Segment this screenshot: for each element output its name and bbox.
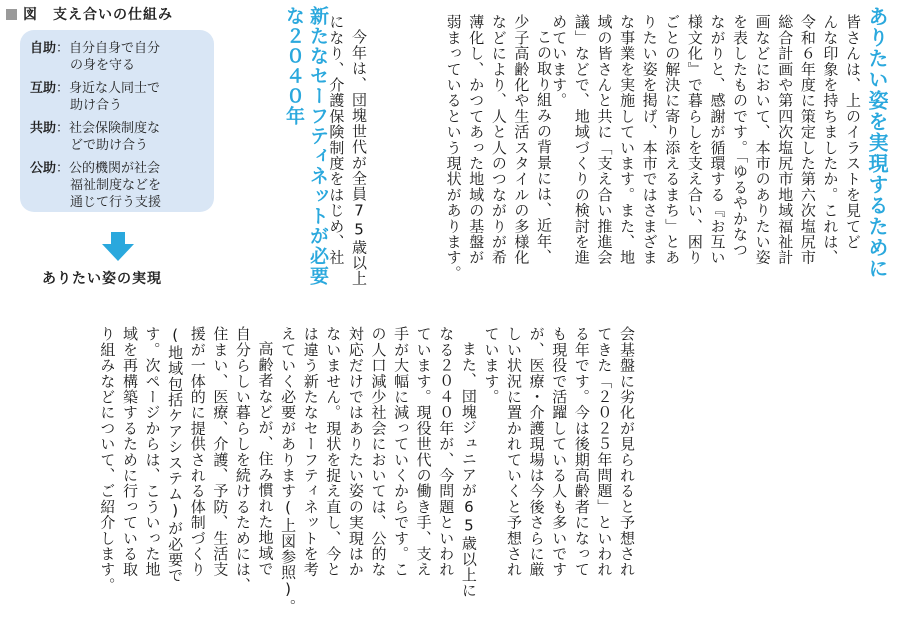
upper-block-3 [325,14,370,286]
public-help-item [30,160,161,211]
text-column: 皆さんは、上のイラストを見てど [844,14,862,250]
text-column: なる２０４０年が、今問題といわれ [437,326,456,578]
text-column: ながりと、感謝が循環する『お互い [708,14,727,266]
article-heading: ありたい姿を実現するために [865,6,889,279]
item-label: 公助 [30,161,57,176]
item-label: 自助 [30,41,57,56]
text-column: 自分らしい暮らしを続けるためには、 [233,326,252,593]
text-column: 弱まっているという現状があります。 [444,14,463,281]
figure-title-text: 図 支え合いの仕組み [23,7,173,23]
text-column: この取り組みの背景には、近年、 [535,29,553,265]
item-text: 助け合う [70,98,123,113]
text-column: 援が一体的に提供される体制づくり [188,326,207,578]
text-column: てきた「２０２５年問題」といわれ [595,326,614,578]
text-column: 高齢者などが、住み慣れた地域で [256,341,275,577]
text-column: ないません。現状を捉え直し、今と [324,326,343,578]
item-text: 福祉制度などを [70,178,162,193]
subheading-line: な２０４０年 [283,6,305,126]
text-column: り組みなどについて、ご紹介します。 [98,326,117,593]
text-column: の人口減少社会においては、公的な [369,326,388,578]
text-column: を表したものです。「ゆるやかなつ [731,14,750,258]
square-bullet-icon [6,9,17,20]
text-column: す。次ページからは、こういった地 [143,326,162,578]
text-column: 域の皆さんと共に「支え合い推進会 [595,14,614,266]
support-diagram [0,0,240,320]
figure-title [6,4,173,24]
text-column: ごとの解決に寄り添えるまち」とあ [663,14,682,266]
text-column: しい状況に置かれていくと予想され [505,326,524,578]
text-column: めています。 [550,14,569,109]
text-column: ています。 [482,326,501,405]
item-label: 互助 [30,81,57,96]
text-column: 会基盤に劣化が見られると予想され [618,326,636,578]
text-column: 少子高齢化や生活スタイルの多様化 [512,14,531,266]
upper-block-1 [548,14,864,265]
text-column: りたい姿を掲げ、本市ではさまざま [640,14,659,266]
item-text: の身を守る [70,58,136,73]
text-column: も現役で活躍している人も多いです [550,326,569,578]
text-column: んな印象を持ちましたか。これは、 [821,14,840,266]
upper-block-2 [442,14,555,281]
item-text: ：公的機関が社会 [56,161,161,176]
text-column: になり、介護保険制度をはじめ、社 [327,14,346,266]
down-arrow-icon [100,232,136,262]
text-column: 手が大幅に減っていくからです。こ [392,326,411,578]
text-column: 対応だけではありたい姿の実現はか [346,326,365,578]
text-column: などにより、人と人のつながりが希 [489,14,508,266]
item-text: ：自分自身で自分 [56,41,161,56]
text-column: 総合計画や第四次塩尻市地域福祉計 [776,14,795,266]
text-column: (地域包括ケアシステム)が必要で [166,326,185,584]
text-column: 薄化し、かつてあった地域の基盤が [467,14,486,266]
text-column: 令和６年度に策定した第六次塩尻市 [798,14,817,266]
text-column: 画などにおいて、本市のありたい姿 [753,14,772,266]
text-column: ています。現役世代の働き手、支え [414,326,433,578]
text-column: 様文化』で暮らしを支え合い、困り [685,14,704,266]
support-box [20,30,214,212]
text-column: 今年は、団塊世代が全員75歳以上 [350,29,368,287]
text-column: は違う新たなセーフティネットを考 [301,326,320,578]
mutual-help-item [30,80,160,114]
subheading-line: 新たなセーフティネットが必要 [307,6,329,286]
lower-block-1 [96,326,638,615]
text-column: 域を再構築するために行っている取 [120,326,139,578]
item-text: ：社会保険制度な [56,121,161,136]
text-column: 議」などで、地域づくりの検討を進 [572,14,591,266]
item-label: 共助 [30,121,57,136]
text-column: る年です。今は後期高齢者になって [572,326,591,578]
figure-result: ありたい姿の実現 [42,271,162,287]
text-column: な事業を実施しています。また、地 [618,14,637,266]
text-column: また、団塊ジュニアが65歳以上に [459,341,478,599]
self-help-item [30,40,160,74]
item-text: どで助け合う [70,138,149,153]
item-text: ：身近な人同士で [56,81,161,96]
text-column: が、医療・介護現場は今後さらに厳 [527,326,546,578]
social-help-item [30,120,160,154]
text-column: えていく必要があります(上図参照)。 [279,326,298,615]
text-column: 住まい、医療、介護、予防、生活支 [211,326,230,578]
section-subheading [282,6,330,286]
item-text: 通じて行う支援 [70,195,162,210]
